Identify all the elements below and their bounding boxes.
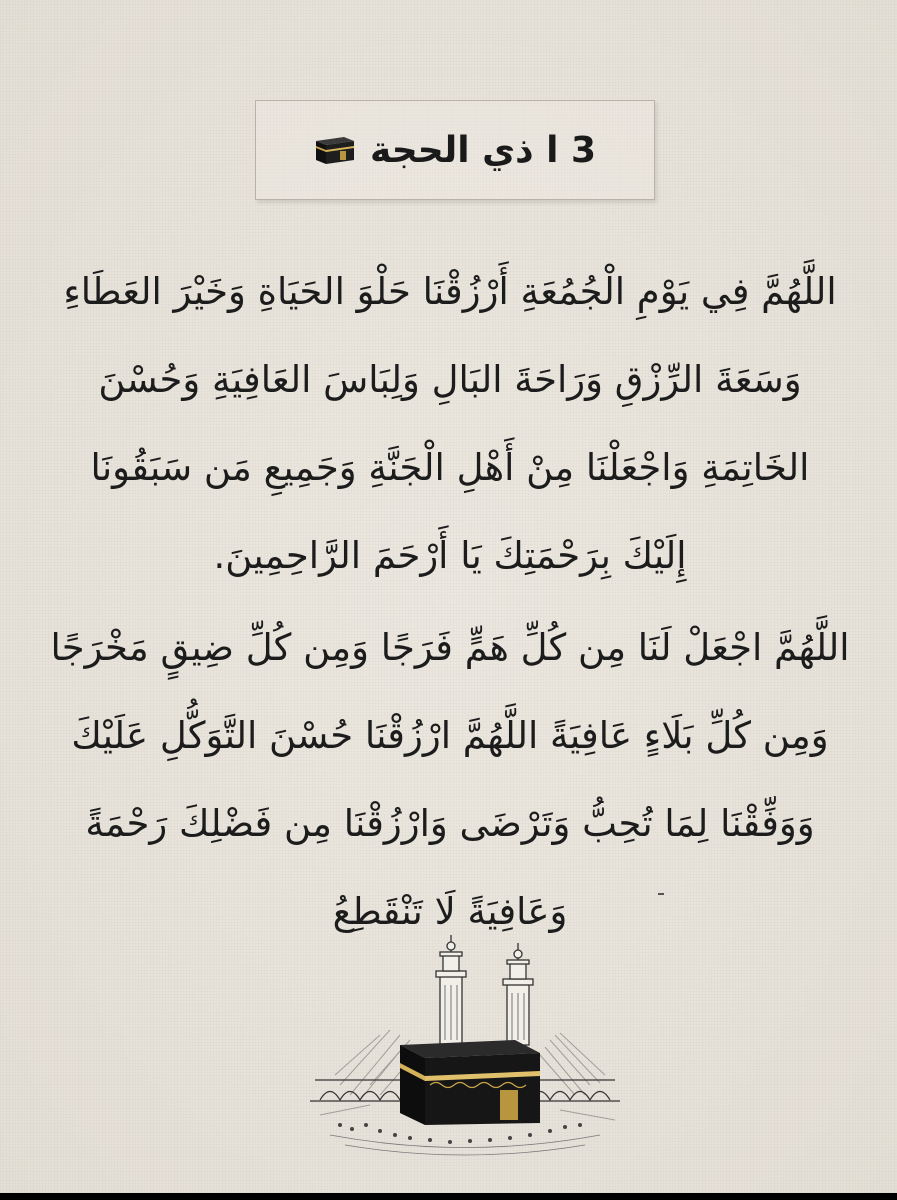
dua-line: وَوَفِّقْنَا لِمَا تُحِبُّ وَتَرْضَى وَارْزُقْنَا مِن فَضْلِكَ رَحْمَةً	[85, 802, 815, 845]
dua-line: الخَاتِمَةِ وَاجْعَلْنَا مِنْ أَهْلِ الْجَنَّةِ وَجَمِيعِ مَن سَبَقُونَا	[90, 446, 810, 489]
dua-paragraph-friday	[40, 248, 860, 600]
dua-line: إِلَيْكَ بِرَحْمَتِكَ يَا أَرْحَمَ الرَّاحِمِينَ.	[213, 534, 687, 577]
title-box	[255, 100, 655, 200]
stray-mark	[658, 893, 664, 895]
dua-paragraph-relief	[40, 604, 860, 956]
dua-line: وَمِن كُلِّ بَلَاءٍ عَافِيَةً اللَّهُمَّ ارْزُقْنَا حُسْنَ التَّوَكُّلِ عَلَيْكَ	[71, 714, 829, 757]
kaaba-sketch-icon	[300, 935, 630, 1165]
page-title: 3 ا ذي الحجة	[369, 129, 597, 171]
dua-line: وَسَعَةَ الرِّزْقِ وَرَاحَةَ البَالِ وَلِبَاسَ العَافِيَةِ وَحُسْنَ	[98, 358, 802, 401]
dua-line: وَعَافِيَةً لَا تَنْقَطِعُ	[332, 890, 568, 933]
dua-line: اللَّهُمَّ اجْعَلْ لَنَا مِن كُلِّ هَمٍّ فَرَجًا وَمِن كُلِّ ضِيقٍ مَخْرَجًا	[50, 626, 850, 669]
kaaba-icon	[314, 135, 356, 165]
dua-line: اللَّهُمَّ فِي يَوْمِ الْجُمُعَةِ أَرْزُقْنَا حَلْوَ الحَيَاةِ وَخَيْرَ العَطَاءِ	[63, 270, 837, 313]
